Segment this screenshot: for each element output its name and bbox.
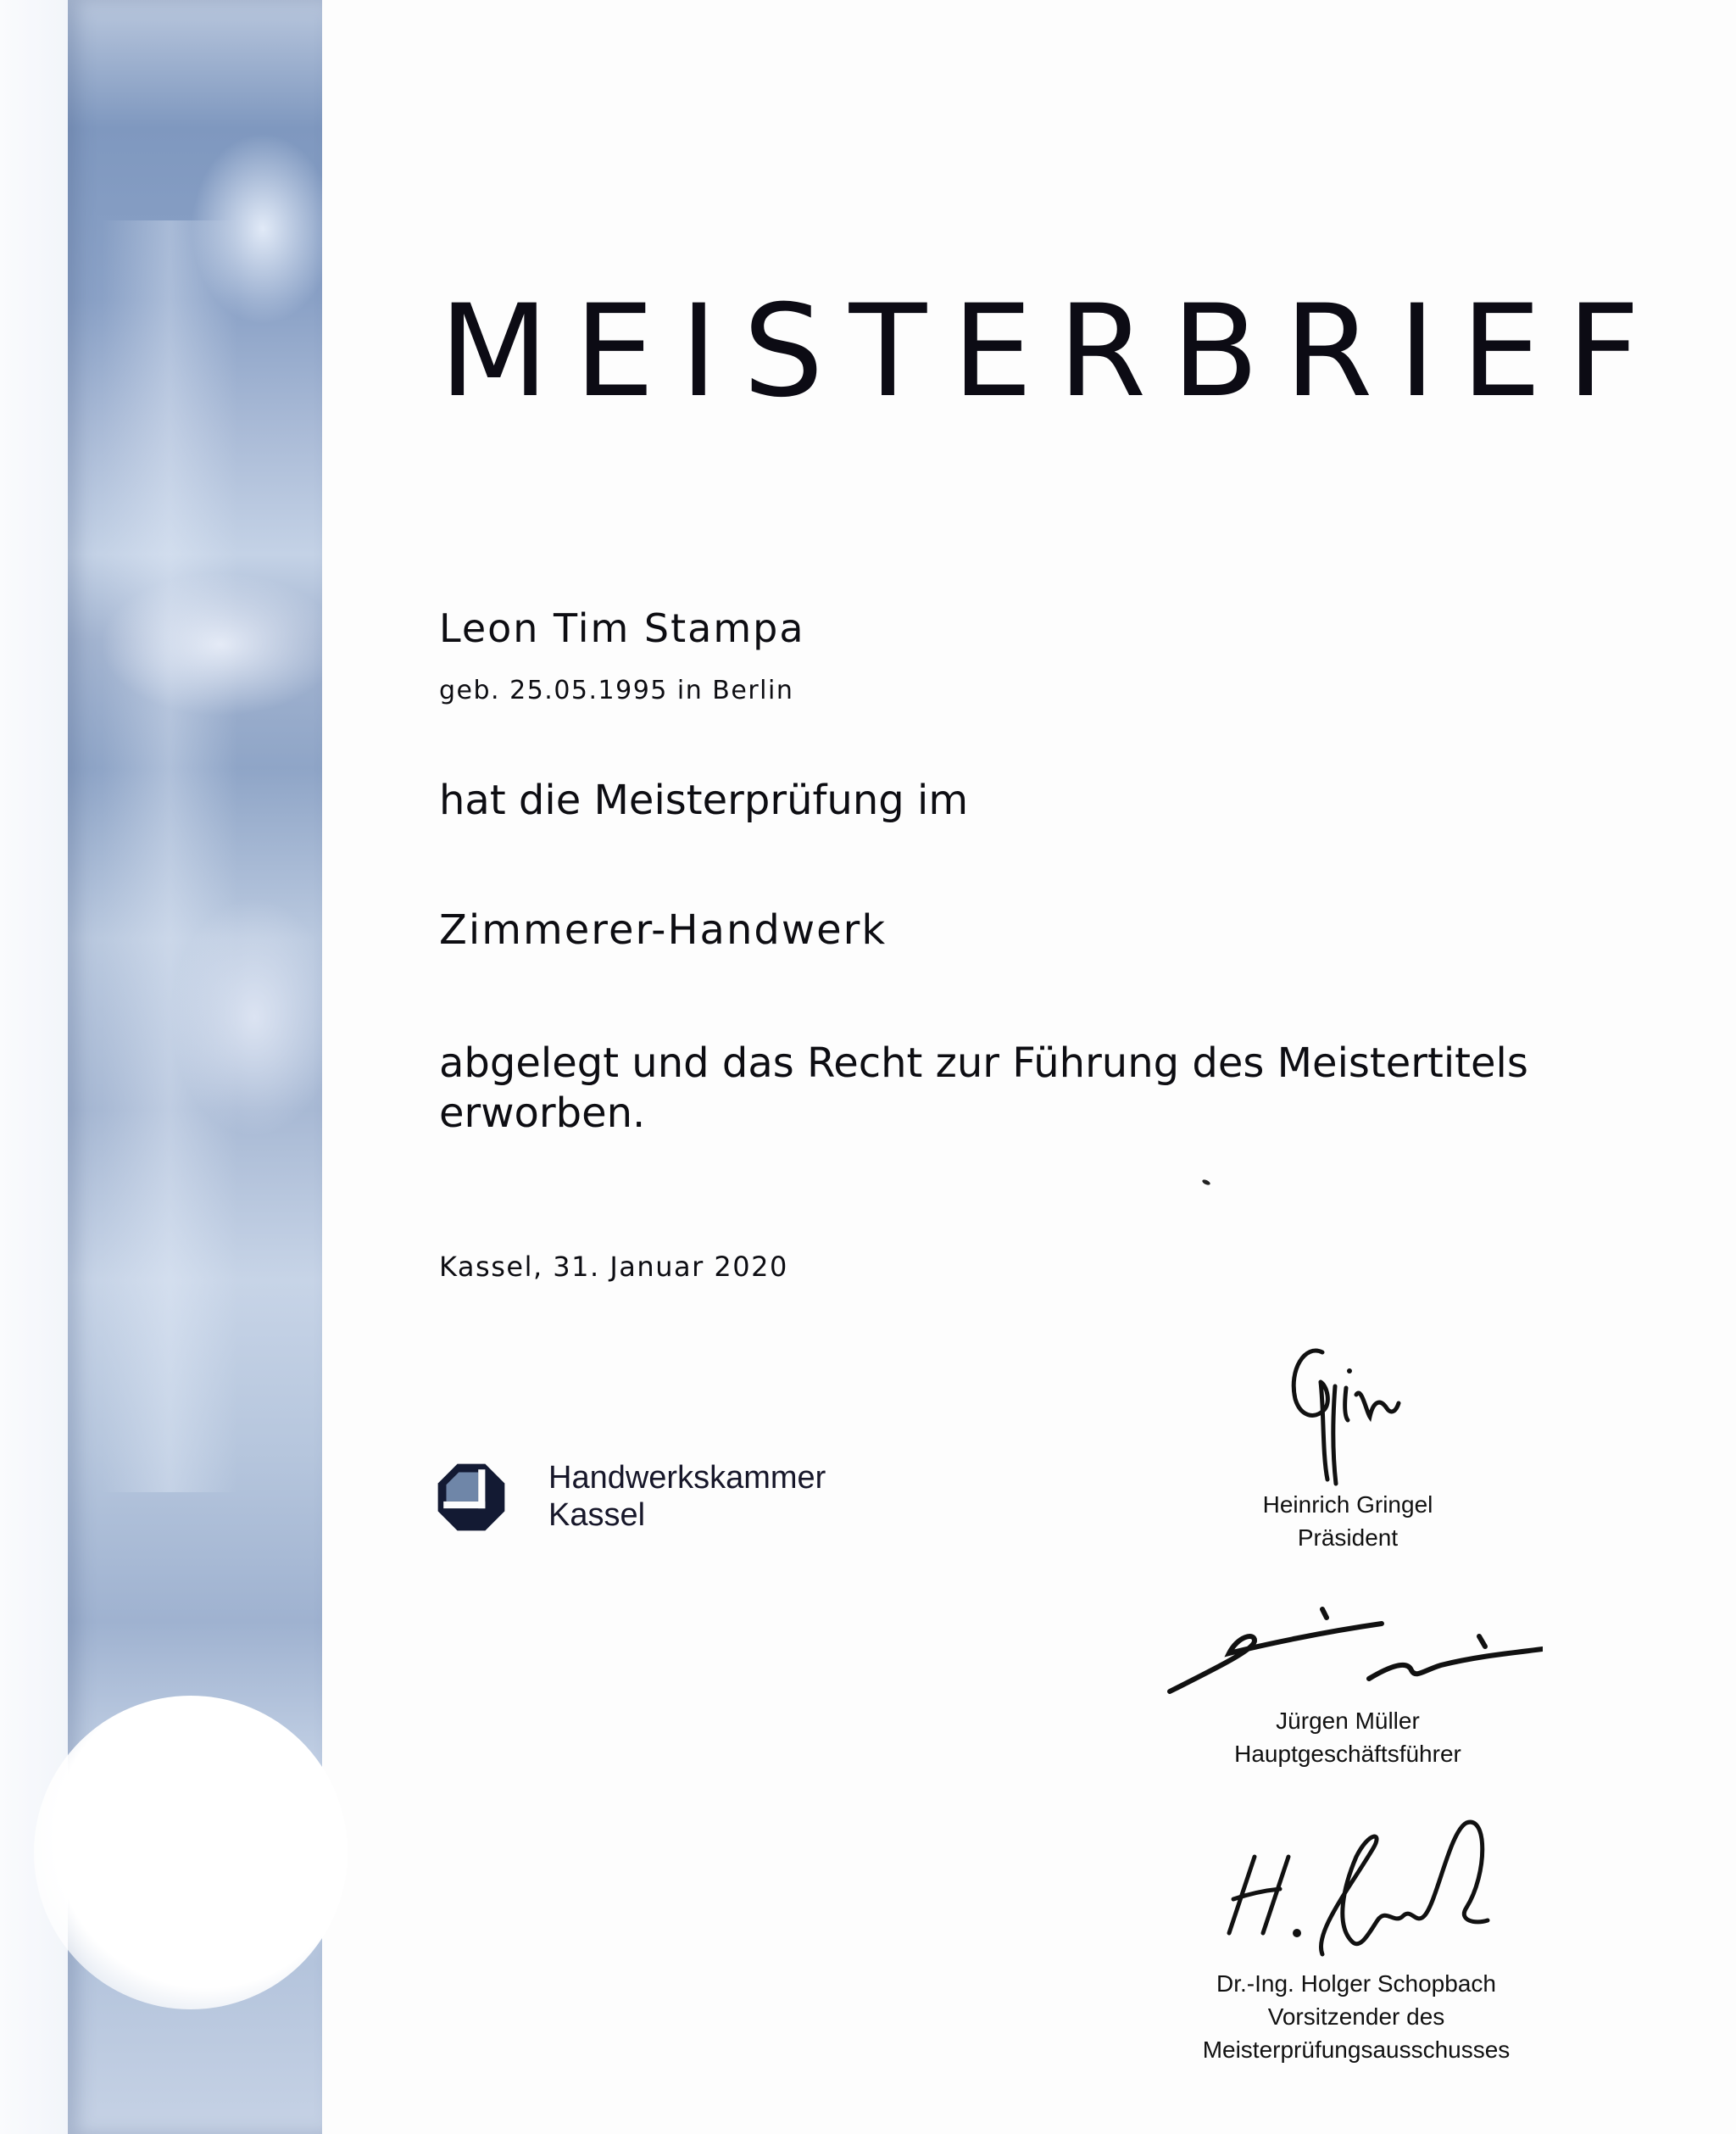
exam-intro-text: hat die Meisterprüfung im [439, 777, 969, 824]
signatory-name: Jürgen Müller [1276, 1708, 1420, 1734]
trade-name: Zimmerer-Handwerk [439, 906, 887, 954]
signature-schopbach-icon [1195, 1806, 1517, 1967]
signatory-role-continued: Meisterprüfungsausschusses [1202, 2036, 1511, 2064]
signatory-name: Dr.-Ing. Holger Schopbach [1216, 1970, 1496, 1997]
signature-gringel-icon [1271, 1335, 1424, 1488]
signatory-name: Heinrich Gringel [1262, 1491, 1433, 1518]
issuer-name-line2: Kassel [548, 1496, 646, 1533]
certificate-title: MEISTERBRIEF [439, 278, 1666, 426]
signature-block-president [1221, 1335, 1475, 1554]
signatory-role: Hauptgeschäftsführer [1234, 1741, 1461, 1768]
signature-mueller-icon [1153, 1602, 1543, 1704]
recipient-birth-info: geb. 25.05.1995 in Berlin [439, 676, 794, 705]
handwerkskammer-logo-icon [437, 1463, 506, 1532]
decorative-white-circle [34, 1696, 348, 2009]
place-and-date: Kassel, 31. Januar 2020 [439, 1251, 788, 1283]
ink-speck [1201, 1178, 1210, 1186]
signatory-role: Präsident [1297, 1524, 1399, 1552]
signature-block-committee-chair [1170, 1806, 1543, 2067]
signatory-role: Vorsitzender des [1267, 2003, 1445, 2031]
issuer-name [548, 1460, 826, 1534]
conclusion-text: abgelegt und das Recht zur Führung des Meistertitels erworben. [439, 1039, 1528, 1137]
signature-block-managing-director [1153, 1602, 1543, 1770]
issuer-logo [437, 1460, 826, 1534]
issuer-name-line1: Handwerkskammer [548, 1460, 826, 1496]
band-highlight [102, 220, 237, 1492]
recipient-name: Leon Tim Stampa [439, 605, 805, 651]
